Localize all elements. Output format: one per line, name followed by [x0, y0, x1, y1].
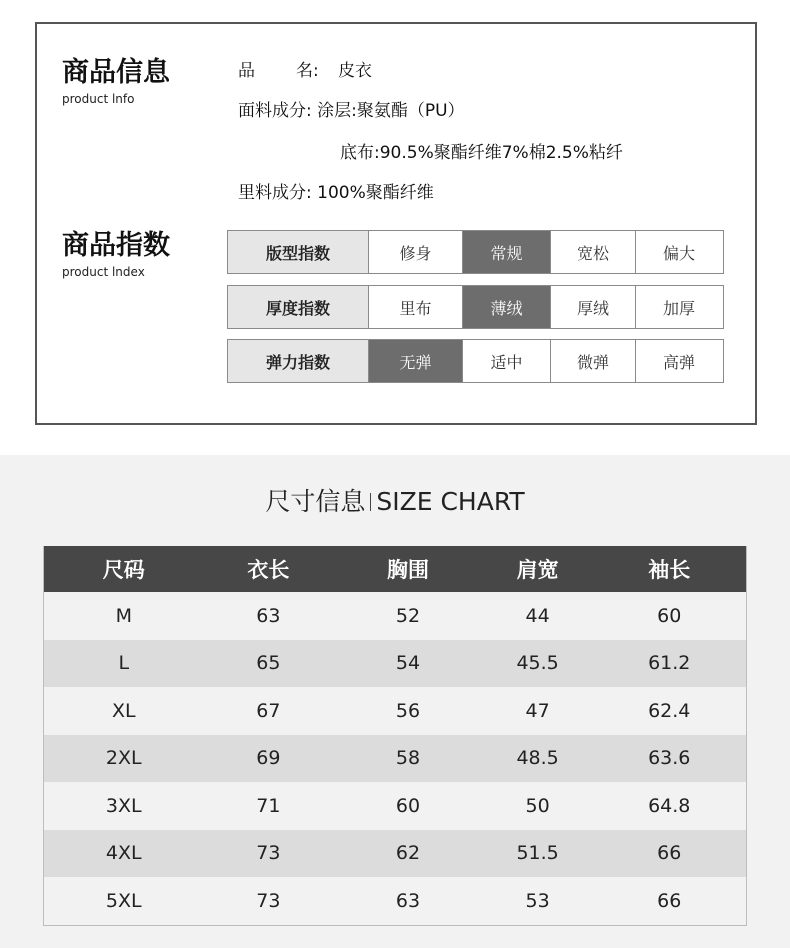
- cell-chest: 63: [395, 889, 421, 912]
- product-info-title: 商品信息: [62, 57, 170, 88]
- thickness-index-option: 加厚: [635, 286, 722, 328]
- cell-shoulder: 44: [525, 604, 550, 627]
- lining-line: [238, 181, 434, 205]
- cell-length: 71: [256, 794, 281, 817]
- product-info-heading: [62, 56, 170, 106]
- elasticity-index-option: 高弹: [635, 340, 722, 382]
- fabric-label: 面料成分:: [238, 101, 312, 121]
- product-name-label-a: 品: [238, 61, 255, 81]
- cell-chest: 58: [395, 747, 421, 770]
- cell-shoulder: 51.5: [516, 842, 559, 865]
- cell-size: 2XL: [105, 747, 142, 770]
- elasticity-index-option: 无弹: [368, 340, 462, 382]
- cell-sleeve: 63.6: [648, 747, 691, 770]
- cell-length: 63: [256, 604, 281, 627]
- cell-length: 65: [256, 652, 281, 675]
- elasticity-index-row: [227, 339, 724, 383]
- product-name-label: [238, 59, 338, 83]
- fit-index-option: 修身: [368, 231, 462, 273]
- table-row: [44, 735, 746, 783]
- thickness-index-row: [227, 285, 724, 329]
- size-chart-title-cn: 尺寸信息: [265, 487, 366, 516]
- cell-shoulder: 45.5: [516, 652, 559, 675]
- cell-size: 3XL: [105, 794, 142, 817]
- cell-size: M: [115, 604, 132, 627]
- table-row: [44, 782, 746, 830]
- cell-length: 67: [256, 699, 281, 722]
- size-chart-title-en: SIZE CHART: [376, 487, 525, 516]
- size-table-header: [44, 546, 746, 592]
- product-info-panel: [35, 22, 757, 425]
- cell-chest: 52: [395, 604, 421, 627]
- fabric-line: [238, 99, 465, 123]
- elasticity-index-option: 适中: [462, 340, 550, 382]
- cell-length: 73: [256, 889, 281, 912]
- lining-value: 100%聚酯纤维: [317, 183, 434, 203]
- fit-index-option: 常规: [462, 231, 550, 273]
- thickness-index-option: 里布: [368, 286, 462, 328]
- thickness-index-option: 厚绒: [550, 286, 635, 328]
- cell-shoulder: 48.5: [516, 747, 559, 770]
- fabric-value-2: 底布:90.5%聚酯纤维7%棉2.5%粘纤: [340, 143, 623, 163]
- thickness-index-option: 薄绒: [462, 286, 550, 328]
- elasticity-index-option: 微弹: [550, 340, 635, 382]
- size-chart-title: [0, 487, 790, 517]
- table-row: [44, 877, 746, 925]
- header-chest: 胸围: [386, 558, 429, 582]
- product-name-label-b: 名:: [296, 61, 319, 81]
- cell-shoulder: 53: [525, 889, 550, 912]
- cell-length: 69: [256, 747, 281, 770]
- product-index-title: 商品指数: [62, 230, 170, 261]
- fabric-value: 涂层:聚氨酯（PU）: [317, 101, 465, 121]
- table-row: [44, 640, 746, 688]
- fabric-line-2: [340, 141, 623, 165]
- size-chart-section: [0, 455, 790, 948]
- header-shoulder: 肩宽: [516, 558, 559, 582]
- cell-size: 4XL: [105, 842, 142, 865]
- table-row: [44, 687, 746, 735]
- fit-index-option: 宽松: [550, 231, 635, 273]
- header-size: 尺码: [102, 558, 145, 582]
- product-name-line: [238, 59, 372, 83]
- header-length: 衣长: [247, 558, 290, 582]
- title-divider: [370, 493, 371, 511]
- cell-length: 73: [256, 842, 281, 865]
- cell-sleeve: 66: [657, 842, 682, 865]
- fit-index-row: [227, 230, 724, 274]
- cell-sleeve: 60: [657, 604, 682, 627]
- cell-sleeve: 64.8: [648, 794, 691, 817]
- elasticity-index-label: 弹力指数: [228, 340, 368, 382]
- fit-index-option: 偏大: [635, 231, 722, 273]
- cell-chest: 56: [395, 699, 421, 722]
- cell-size: XL: [111, 699, 136, 722]
- cell-chest: 62: [395, 842, 421, 865]
- fit-index-label: 版型指数: [228, 231, 368, 273]
- lining-label: 里料成分:: [238, 183, 312, 203]
- cell-chest: 54: [395, 652, 421, 675]
- header-sleeve: 袖长: [648, 558, 691, 582]
- product-info-subtitle: product lnfo: [62, 92, 135, 106]
- size-table: [43, 546, 747, 926]
- table-row: [44, 592, 746, 640]
- cell-sleeve: 61.2: [648, 652, 691, 675]
- cell-size: L: [118, 652, 130, 675]
- cell-shoulder: 50: [525, 794, 550, 817]
- product-index-heading: [62, 229, 170, 279]
- product-index-subtitle: product lndex: [62, 265, 145, 279]
- cell-sleeve: 62.4: [648, 699, 691, 722]
- cell-shoulder: 47: [525, 699, 550, 722]
- thickness-index-label: 厚度指数: [228, 286, 368, 328]
- cell-size: 5XL: [105, 889, 142, 912]
- cell-chest: 60: [395, 794, 421, 817]
- table-row: [44, 830, 746, 878]
- cell-sleeve: 66: [657, 889, 682, 912]
- product-name-value: 皮衣: [338, 61, 372, 81]
